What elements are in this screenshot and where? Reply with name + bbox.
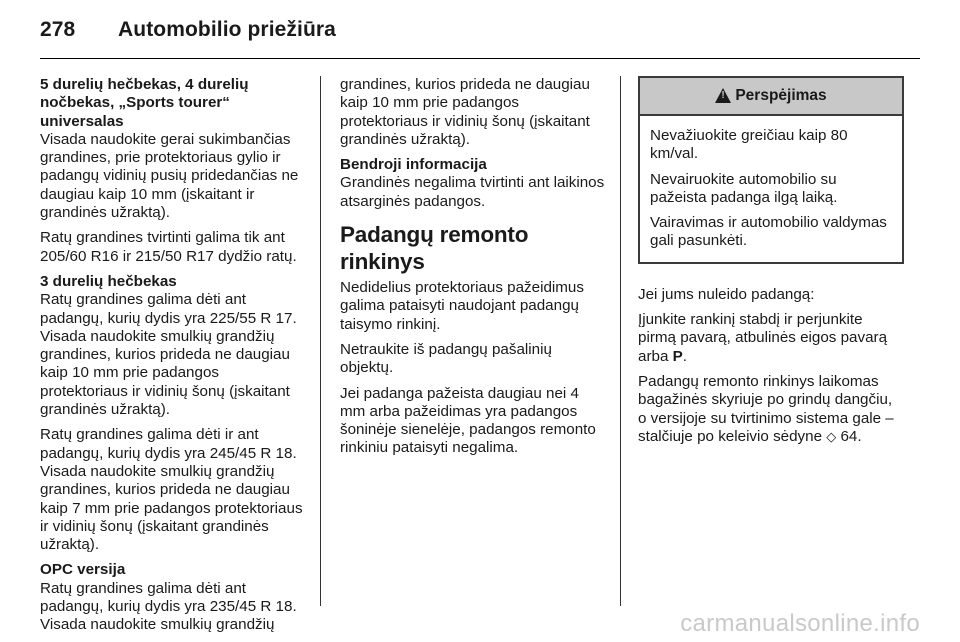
page-title: Automobilio priežiūra: [118, 18, 336, 41]
paragraph: Jei padanga pažeista daugiau nei 4 mm arba pažeidimas yra padangos šoninėje sienelėje, padangos remonto rinkiniu pataisyti negalima.: [340, 384, 596, 457]
paragraph: Ratų grandines galima dėti ant padangų, kurių dydis yra 225/55 R 17. Visada naudokite smulkių grandžių grandines, kurios prideda ne daugiau kaip 10 mm prie padangos protektoriaus ir vidinių šonų (įskaitant grandinės užraktą).: [40, 291, 297, 419]
paragraph-text: Padangų remonto rinkinys laikomas bagažinės skyriuje po grindų dangčiu, o versijoje su tvirtinimo sistema gale – stalčiuje po keleivio sėdyne: [638, 372, 894, 445]
paragraph: grandines, kurios prideda ne daugiau kaip 10 mm prie padangos protektoriaus ir vidinių šonų (įskaitant grandinės užraktą).: [340, 76, 590, 148]
paragraph: Grandinės negalima tvirtinti ant laikinos atsarginės padangos.: [340, 174, 605, 210]
paragraph-end: .: [682, 347, 687, 365]
paragraph: [638, 311, 904, 366]
column-3: [638, 76, 904, 453]
section-heading: Padangų remonto rinkinys: [340, 222, 529, 275]
header-divider: [40, 58, 920, 59]
paragraph-text: Įjunkite rankinį stabdį ir perjunkite pirmą pavarą, atbulinės eigos pavarą arba: [638, 311, 888, 365]
column-divider: [320, 76, 321, 606]
column-2: [340, 76, 608, 465]
column-divider: [620, 76, 621, 606]
watermark: carmanualsonline.info: [680, 610, 920, 637]
page-number: 278: [40, 18, 76, 41]
page-header: [40, 18, 336, 42]
warning-triangle-icon: [715, 88, 731, 103]
paragraph: Netraukite iš padangų pašalinių objektų.: [340, 340, 552, 377]
warning-text: Nevairuokite automobilio su pažeista padanga ilgą laiką.: [650, 170, 838, 206]
paragraph: Ratų grandines galima dėti ant padangų, kurių dydis yra 235/45 R 18. Visada naudokite smulkių grandžių: [40, 579, 297, 634]
page-reference-icon: ◇: [826, 428, 837, 444]
warning-text: Nevažiuokite greičiau kaip 80 km/val.: [650, 127, 848, 163]
subheading-5-door: 5 durelių hečbekas, 4 durelių nočbekas, „Sports tourer“ universalas: [40, 76, 249, 130]
gear-position-p: P: [672, 347, 683, 365]
subheading-opc: OPC versija: [40, 561, 126, 579]
paragraph: Ratų grandines tvirtinti galima tik ant 205/60 R16 ir 215/50 R17 dydžio ratų.: [40, 229, 297, 265]
warning-box: [638, 76, 904, 264]
paragraph: [638, 373, 904, 446]
column-1: [40, 76, 308, 642]
warning-header: [640, 78, 902, 116]
warning-text: Vairavimas ir automobilio valdymas gali pasunkėti.: [650, 214, 887, 250]
paragraph: Ratų grandines galima dėti ir ant padangų, kurių dydis yra 245/45 R 18. Visada naudokite smulkių grandžių grandines, kurios prideda ne daugiau kaip 7 mm prie padangos protektoriaus ir vidinių šonų (įskaitant grandinės užraktą).: [40, 426, 303, 554]
page-reference[interactable]: 64.: [836, 427, 862, 445]
subheading-general-info: Bendroji informacija: [340, 156, 487, 174]
paragraph: Nedidelius protektoriaus pažeidimus galima pataisyti naudojant padangų taisymo rinkinį.: [340, 279, 584, 333]
paragraph: Jei jums nuleido padangą:: [638, 285, 815, 303]
warning-title: Perspėjimas: [735, 86, 827, 104]
subheading-3-door: 3 durelių hečbekas: [40, 272, 177, 290]
paragraph: Visada naudokite gerai sukimbančias grandines, prie protektoriaus gylio ir padangų vidinių pusių pridedančias ne daugiau kaip 10 mm (įskaitant ir grandinės užraktą).: [40, 130, 299, 222]
warning-body: [640, 116, 902, 262]
